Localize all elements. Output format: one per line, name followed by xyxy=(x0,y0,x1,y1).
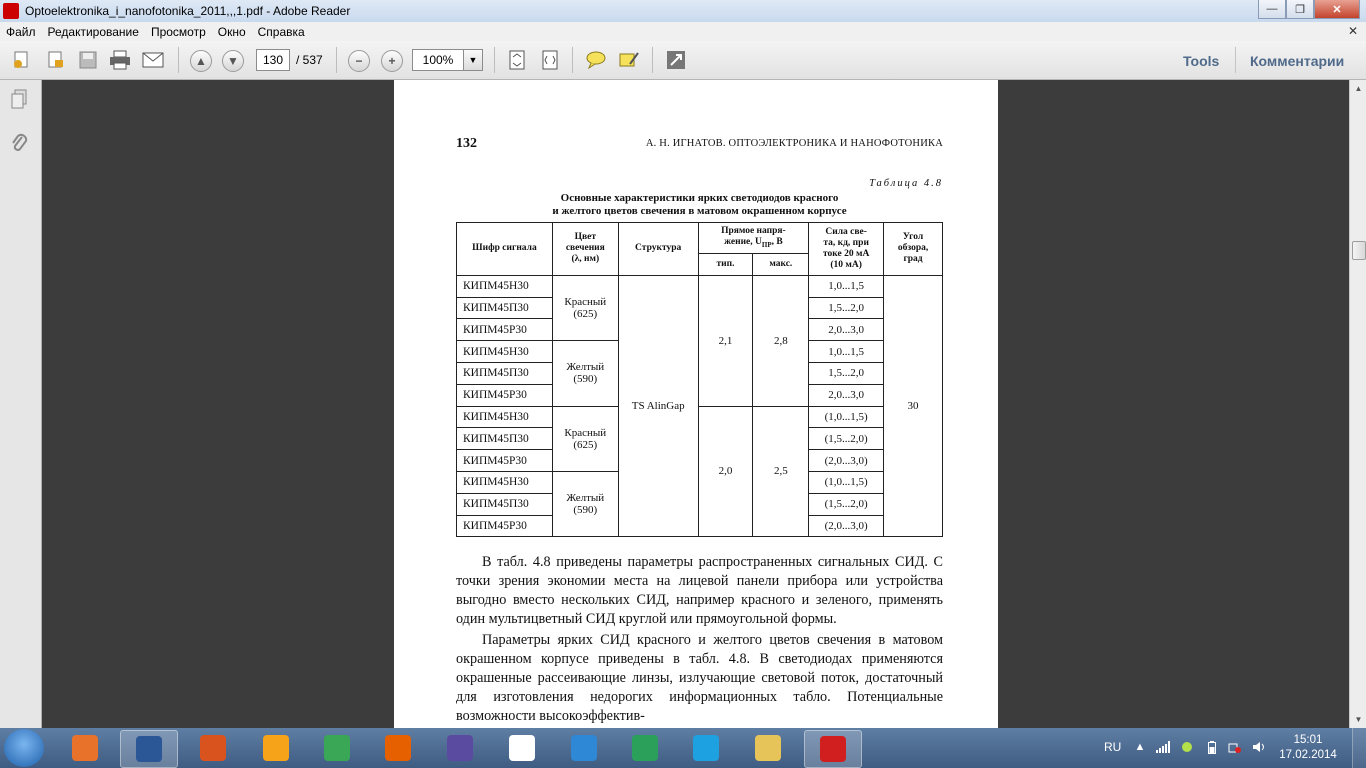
table-cell-intensity: 1,5...2,0 xyxy=(809,362,884,384)
adobe-reader-icon xyxy=(3,3,19,19)
next-page-button[interactable]: ▼ xyxy=(222,50,244,72)
fit-page-icon[interactable] xyxy=(505,49,529,71)
clock-time: 15:01 xyxy=(1293,734,1323,746)
comment-icon[interactable] xyxy=(584,49,608,71)
table-label: Таблица 4.8 xyxy=(869,178,943,189)
menu-window[interactable]: Окно xyxy=(217,24,246,39)
toolbar-separator xyxy=(1235,47,1236,73)
zoom-level-input[interactable]: 100% xyxy=(412,49,464,71)
table-cell-color xyxy=(552,406,618,471)
save-icon[interactable] xyxy=(76,49,100,71)
toolbar-separator xyxy=(652,47,653,73)
table-cell-code: КИПМ45Н30 xyxy=(457,341,553,363)
table-cell-code: КИПМ45Р30 xyxy=(457,450,553,472)
table-cell-intensity: (1,0...1,5) xyxy=(809,471,884,493)
matlab-icon xyxy=(200,735,226,761)
header-color-line: свечения xyxy=(565,243,605,254)
color-wavelength: (590) xyxy=(573,504,598,517)
tray-app-icon[interactable] xyxy=(1180,741,1194,753)
create-pdf-icon[interactable] xyxy=(10,49,34,71)
color-name: Желтый xyxy=(566,492,605,505)
table-cell-code: КИПМ45Н30 xyxy=(457,275,553,297)
header-intensity-line: та, кд, при xyxy=(823,237,869,248)
table-caption xyxy=(456,192,943,218)
header-voltage-unit: , В xyxy=(771,236,783,247)
table-cell-intensity: 1,0...1,5 xyxy=(809,275,884,297)
close-button[interactable]: ✕ xyxy=(1314,0,1360,19)
taskbar-button[interactable] xyxy=(494,730,550,766)
zoom-dropdown-arrow[interactable]: ▼ xyxy=(463,49,483,71)
taskbar-button[interactable] xyxy=(432,730,488,766)
taskbar-button[interactable] xyxy=(617,730,673,766)
color-name: Красный xyxy=(564,426,607,439)
taskbar-button[interactable] xyxy=(740,730,796,766)
table-cell-voltage-max: 2,5 xyxy=(753,406,809,537)
previous-page-button[interactable]: ▲ xyxy=(190,50,212,72)
table-cell-code: КИПМ45П30 xyxy=(457,362,553,384)
taskbar-button[interactable] xyxy=(185,730,241,766)
table-cell-voltage-typ: 2,0 xyxy=(698,406,753,537)
pdf-page xyxy=(394,80,998,728)
menu-edit[interactable]: Редактирование xyxy=(47,24,139,39)
taskbar-button[interactable] xyxy=(120,730,178,768)
table-cell-color xyxy=(552,471,618,536)
toolbar xyxy=(0,41,1366,80)
table-cell-code: КИПМ45П30 xyxy=(457,493,553,515)
calculator-icon xyxy=(447,735,473,761)
table-caption-line: Основные характеристики ярких светодиодов красного xyxy=(560,192,839,204)
chrome-icon xyxy=(324,735,350,761)
show-hidden-icons-icon[interactable]: ▲ xyxy=(1134,741,1146,753)
navigation-pane xyxy=(0,80,42,728)
close-document-icon[interactable]: ✕ xyxy=(1347,24,1358,38)
table-cell-color xyxy=(552,275,618,340)
header-angle-line: обзора, xyxy=(897,243,929,254)
color-name: Красный xyxy=(564,295,607,308)
table-cell-intensity: (1,0...1,5) xyxy=(809,406,884,428)
header-voltage-subscript: ПР xyxy=(761,240,772,249)
body-text xyxy=(456,553,943,726)
volume-icon[interactable] xyxy=(1252,741,1266,753)
header-max: макс. xyxy=(753,254,809,276)
table-cell-voltage-typ: 2,1 xyxy=(698,275,753,406)
table-cell-code: КИПМ45Р30 xyxy=(457,515,553,537)
table-caption-line: и желтого цветов свечения в матовом окрашенном корпусе xyxy=(552,205,847,217)
table-cell-code: КИПМ45П30 xyxy=(457,428,553,450)
table-cell-intensity: 1,5...2,0 xyxy=(809,297,884,319)
zoom-out-button[interactable]: − xyxy=(348,50,370,72)
table-cell-intensity: 1,0...1,5 xyxy=(809,341,884,363)
scrollbar-thumb[interactable] xyxy=(1352,241,1366,260)
zoom-in-button[interactable]: + xyxy=(381,50,403,72)
color-wavelength: (590) xyxy=(573,373,598,386)
color-wavelength: (625) xyxy=(573,438,598,451)
header-intensity-line: Сила све- xyxy=(825,226,867,237)
taskbar-button[interactable] xyxy=(804,730,862,768)
menu-file[interactable]: Файл xyxy=(6,24,36,39)
network-status-icon[interactable] xyxy=(1228,741,1242,753)
yandex-icon xyxy=(509,735,535,761)
paragraph: В табл. 4.8 приведены параметры распространенных сигнальных СИД. С точки зрения экономии места на лицевой панели прибора или устройства выгодно вместо нескольких СИД, например красного и зеленого, применять один мультицветный СИД круглой или прямоугольной формы. xyxy=(456,554,943,627)
header-intensity-line: токе 20 мА xyxy=(822,248,870,259)
menu-help[interactable]: Справка xyxy=(257,24,305,39)
page-number-input[interactable]: 130 xyxy=(256,49,290,71)
page-total: / 537 xyxy=(296,53,323,67)
toolbar-separator xyxy=(494,47,495,73)
taskbar-button[interactable] xyxy=(556,730,612,766)
table-cell-code: КИПМ45Р30 xyxy=(457,319,553,341)
header-voltage xyxy=(698,223,809,254)
color-wavelength: (625) xyxy=(573,307,598,320)
header-structure: Структура xyxy=(618,223,698,276)
mail-icon xyxy=(571,735,597,761)
header-intensity xyxy=(809,223,884,276)
table-cell-intensity: (1,5...2,0) xyxy=(809,428,884,450)
show-desktop-button[interactable] xyxy=(1352,728,1366,768)
minimize-button[interactable]: — xyxy=(1258,0,1286,19)
toolbar-separator xyxy=(336,47,337,73)
title-bar xyxy=(0,0,1366,22)
table-cell-voltage-max: 2,8 xyxy=(753,275,809,406)
adobe-reader-icon xyxy=(820,736,846,762)
header-voltage-line xyxy=(699,237,809,251)
window-title: Optoelektronika_i_nanofotonika_2011,,,1.pdf - Adobe Reader xyxy=(25,4,351,18)
menu-bar xyxy=(0,22,1366,41)
taskbar xyxy=(0,728,1366,768)
header-intensity-line: (10 мА) xyxy=(830,259,862,270)
table-cell-intensity: (2,0...3,0) xyxy=(809,450,884,472)
explorer-icon xyxy=(755,735,781,761)
taskbar-button[interactable] xyxy=(678,730,734,766)
paragraph: Параметры ярких СИД красного и желтого цветов свечения в матовом окрашенном корпусе приведены в табл. 4.8. В светодиодах применяются окрашенные рассеивающие линзы, излучающие световой поток, достаточный для изготовления недорогих информационных табло. Потенциальные возможности высокоэффектив- xyxy=(456,632,943,724)
header-color xyxy=(552,223,618,276)
word-icon xyxy=(136,736,162,762)
taskbar-button[interactable] xyxy=(309,730,365,766)
table-cell-code: КИПМ45Р30 xyxy=(457,384,553,406)
table-cell-structure: TS AlinGap xyxy=(618,275,698,537)
app-icon xyxy=(632,735,658,761)
vertical-scrollbar[interactable] xyxy=(1349,80,1366,728)
table-cell-intensity: 2,0...3,0 xyxy=(809,384,884,406)
skype-icon xyxy=(693,735,719,761)
start-button[interactable] xyxy=(4,729,44,767)
system-clock[interactable] xyxy=(1278,733,1338,763)
table-cell-angle: 30 xyxy=(884,275,943,537)
table-cell-code: КИПМ45Н30 xyxy=(457,471,553,493)
firefox-icon xyxy=(385,735,411,761)
table-cell-intensity: (1,5...2,0) xyxy=(809,493,884,515)
document-view[interactable] xyxy=(42,80,1349,728)
media-player-icon xyxy=(72,735,98,761)
toolbar-separator xyxy=(178,47,179,73)
scroll-up-arrow[interactable]: ▲ xyxy=(1354,84,1363,93)
taskbar-button[interactable] xyxy=(370,730,426,766)
restore-button[interactable]: ❐ xyxy=(1286,0,1314,19)
header-angle-line: град xyxy=(903,254,923,265)
table-cell-color xyxy=(552,341,618,406)
paint-icon xyxy=(263,735,289,761)
print-icon[interactable] xyxy=(108,49,132,71)
table-cell-intensity: 2,0...3,0 xyxy=(809,319,884,341)
network-signal-icon[interactable] xyxy=(1156,741,1170,753)
header-color-line: Цвет xyxy=(574,232,597,243)
page-thumbnails-icon[interactable] xyxy=(8,88,30,110)
table-cell-code: КИПМ45Н30 xyxy=(457,406,553,428)
fit-width-icon[interactable] xyxy=(538,49,562,71)
language-indicator[interactable]: RU xyxy=(1104,740,1122,754)
header-color-line: (λ, нм) xyxy=(571,254,600,265)
header-typ: тип. xyxy=(698,254,753,276)
menu-view[interactable]: Просмотр xyxy=(150,24,206,39)
header-angle xyxy=(884,223,943,276)
battery-icon[interactable] xyxy=(1205,741,1219,753)
table-cell-intensity: (2,0...3,0) xyxy=(809,515,884,537)
tools-pane-button[interactable]: Tools xyxy=(1183,53,1220,69)
header-voltage-line: Прямое напря- xyxy=(721,225,786,236)
email-icon[interactable] xyxy=(141,49,165,71)
full-screen-icon[interactable] xyxy=(664,49,688,71)
window-controls xyxy=(1258,0,1360,19)
taskbar-button[interactable] xyxy=(248,730,304,766)
scroll-down-arrow[interactable]: ▼ xyxy=(1354,715,1363,724)
highlight-text-icon[interactable] xyxy=(617,49,641,71)
color-name: Желтый xyxy=(566,361,605,374)
taskbar-button[interactable] xyxy=(57,730,113,766)
led-characteristics-table xyxy=(456,222,943,537)
toolbar-separator xyxy=(572,47,573,73)
clock-date: 17.02.2014 xyxy=(1279,749,1337,761)
running-head: А. Н. ИГНАТОВ. ОПТОЭЛЕКТРОНИКА И НАНОФОТОНИКА xyxy=(645,138,943,149)
table-cell-code: КИПМ45П30 xyxy=(457,297,553,319)
comments-pane-button[interactable]: Комментарии xyxy=(1250,53,1345,69)
attachments-icon[interactable] xyxy=(8,132,30,154)
header-voltage-text: жение, U xyxy=(724,236,762,247)
header-code: Шифр сигнала xyxy=(457,223,553,276)
open-file-icon[interactable] xyxy=(44,49,68,71)
page-number: 132 xyxy=(456,136,477,151)
header-angle-line: Угол xyxy=(902,232,924,243)
